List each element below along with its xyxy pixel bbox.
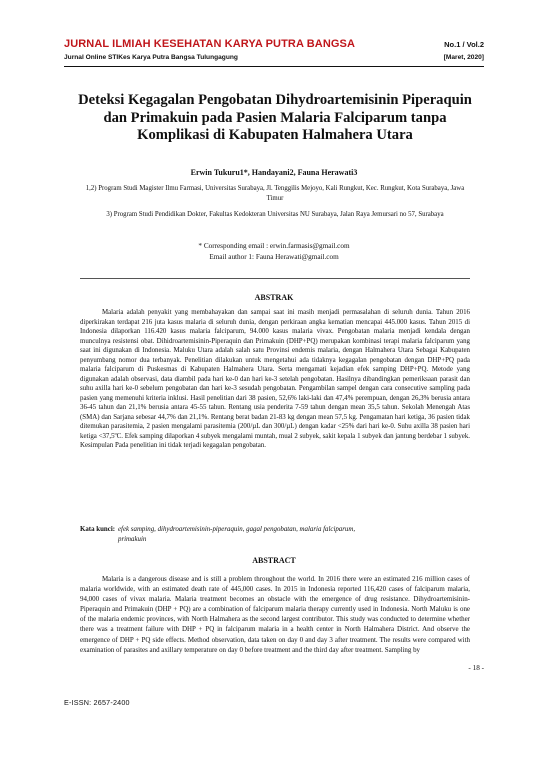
paper-title: Deteksi Kegagalan Pengobatan Dihydroartemisinin Piperaquin dan Primakuin pada Pasien Malaria Falciparum tanpa Komplikasi di Kabupaten Halmahera Utara bbox=[78, 92, 472, 144]
abstract-body bbox=[80, 574, 470, 655]
section-divider bbox=[80, 278, 470, 279]
keywords-list-continued: primakuin bbox=[118, 535, 147, 543]
affiliation-2: 3) Program Studi Pendidikan Dokter, Fakultas Kedokteran Universitas NU Surabaya, Jalan Raya Jemursari no 57, Surabaya bbox=[106, 211, 444, 218]
issn: E-ISSN: 2657-2400 bbox=[64, 698, 130, 707]
page-number: - 18 - bbox=[468, 664, 484, 672]
keywords bbox=[80, 525, 470, 544]
author-email: Email author 1: Fauna Herawati@gmail.com bbox=[209, 253, 339, 261]
issue-number: No.1 / Vol.2 bbox=[444, 40, 484, 49]
abstrak-heading: ABSTRAK bbox=[254, 293, 294, 302]
keywords-label: Kata kunci: bbox=[80, 526, 116, 533]
header-divider bbox=[64, 66, 484, 67]
abstrak-paragraph: Malaria adalah penyakit yang membahayakan dan sampai saat ini masih menjadi permasalahan di seluruh dunia. Tahun 2016 diperkirakan terdapat 216 juta kasus malaria di seluruh dunia, dengan perkiraan angka kematian mencapai 445.000 kasus. Tahun 2015 di Indonesia dilaporkan 116.420 kasus malaria falciparum, 94.000 kasus malaria vivax. Pengobatan malaria menjadi kendala dengan munculnya resistensi obat. Dihidroartemisinin-Piperaquin dan Primakuin (DHP+PQ) merupakan kombinasi terapi malaria falciparum yang saat ini digunakan di Indonesia. Maluku Utara adalah salah satu Provinsi endemis malaria, dengan Halmahera Utara Sebagai Kabupaten penyumbang nomor dua terbanyak. Penelitian dilakukan untuk mengetahui ada tidaknya kegagalan pengobatan dengan DHP+PQ pada malaria falciparum di Puskesmas di Kabupaten Halmahera Utara. Serta mengamati kejadian efek samping DHP+PQ. Metode yang digunakan adalah observasi, data diambil pada hari ke-0 dan hari ke-3 setelah pengobatan. Hasilnya dibandingkan pemeriksaan parasit dan suhu axilla hari ke-0 sebelum pengobatan dan hari ke-3 sesudah pengobatan. Pengambilan sampel dengan cara consecutive sampling pada pasien yang memenuhi kriteria inklusi. Hasil penelitian dari 38 pasien, 52,6% laki-laki dan 47,4% perempuan, dengan 26,3% berusia antara 36-45 tahun dan 21,1% berusia antara 45-55 tahun. Rentang usia penderita 7-59 tahun dengan mean 35,5 tahun. Sekolah Menengah Atas (SMA) dan Sarjana sebesar 44,7% dan 21,1%. Rentang berat badan 21-83 kg dengan mean 57,5 kg. Pengamatan hari ketiga, 36 pasien tidak ditemukan parasitemia, 2 pasien mengalami parasitemia (200/µL dan 300/µL) dengan kadar <25% dari hari ke-0. Suhu axilla 38 pasien hari ketiga <37,5ºC. Efek samping dilaporkan 4 subyek mengalami muntah, mual 2 subyek, sakit kepala 1 subyek dan jantung berdebar 1 subyek. Kesimpulan Pada penelitian ini tidak terjadi kegagalan pengobatan. bbox=[80, 309, 470, 449]
keywords-list: efek samping, dihydroartemisinin-piperaquin, gagal pengobatan, malaria falciparum, bbox=[118, 526, 356, 533]
author-list: Erwin Tukuru1*, Handayani2, Fauna Herawati3 bbox=[190, 168, 358, 177]
journal-title: JURNAL ILMIAH KESEHATAN KARYA PUTRA BANGSA bbox=[64, 38, 356, 50]
journal-subtitle: Jurnal Online STIKes Karya Putra Bangsa Tulungagung bbox=[64, 54, 238, 61]
issue-date: [Maret, 2020] bbox=[443, 54, 484, 61]
corresponding-email: * Corresponding email : erwin.farmasis@gmail.com bbox=[198, 242, 350, 250]
abstract-heading: ABSTRACT bbox=[252, 556, 296, 565]
abstract-paragraph: Malaria is a dangerous disease and is still a problem throughout the world. In 2016 there were an estimated 216 million cases of malaria worldwide, with an estimated death rate of 445,000 cases. In 2015 in Indonesia reported 116,420 cases of falciparum malaria, 94,000 cases of vivax malaria. Malaria treatment becomes an obstacle with the emergence of drug resistance. Dihydroartemisinin-Piperaquin and Primakuin (DHP + PQ) are a combination of falciparum malaria therapy currently used in Indonesia. North Maluku is one of the malaria endemic provinces, with North Halmahera as the second largest contributor. This study was conducted to determine whether there was a treatment failure with DHP + PQ in falciparum malaria in a health center in North Halmahera District. And observe the emergence of DHP + PQ side effects. Method observation, data taken on day 0 and day 3 after treatment. The results were compared with examination of parasites and axillary temperature on day 0 before treatment and the third day after treatment. Sampling by bbox=[80, 575, 470, 654]
abstrak-body bbox=[80, 308, 470, 451]
affiliation-1: 1,2) Program Studi Magister Ilmu Farmasi, Universitas Surabaya, Jl. Tenggilis Mejoyo, Kali Rungkut, Kec. Rungkut, Kota Surabaya, Jawa Timur bbox=[85, 185, 465, 202]
